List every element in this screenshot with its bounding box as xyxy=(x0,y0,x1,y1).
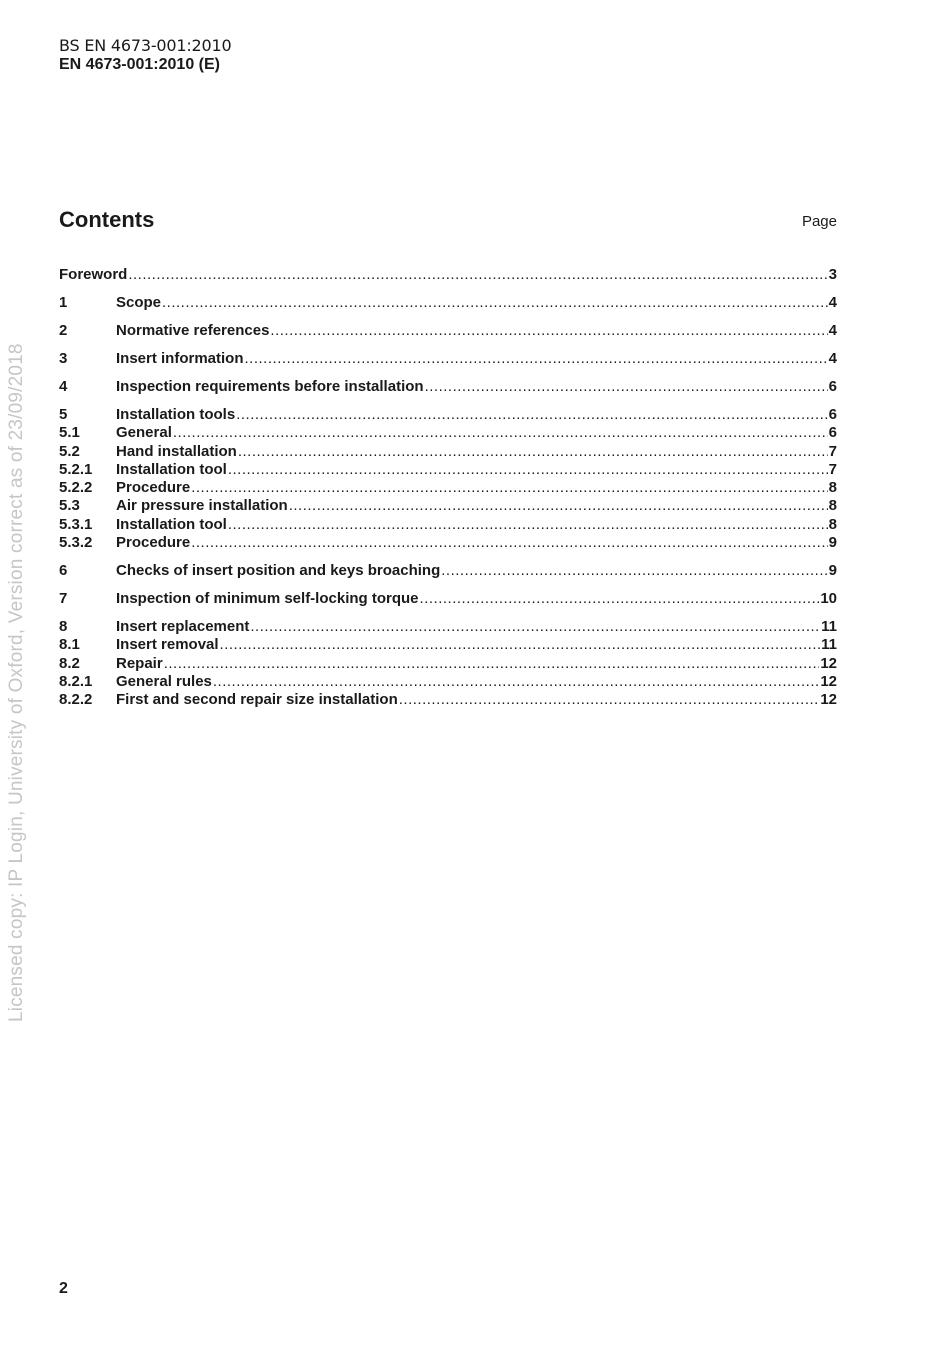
toc-leader xyxy=(250,618,820,636)
toc-number: 5.2 xyxy=(59,442,80,460)
toc-page: 4 xyxy=(828,349,837,367)
contents-title: Contents xyxy=(59,207,155,232)
toc-page: 8 xyxy=(828,479,837,497)
toc-leader xyxy=(425,378,828,396)
license-watermark: Licensed copy: IP Login, University of Oxford, Version correct as of 23/09/2018 xyxy=(6,343,27,1022)
toc-page: 7 xyxy=(828,460,837,478)
toc-leader xyxy=(220,636,821,654)
toc-entry[interactable] xyxy=(59,618,837,636)
toc-leader xyxy=(441,562,827,580)
toc-entry[interactable] xyxy=(59,497,837,515)
toc-leader xyxy=(289,497,828,515)
toc-page: 10 xyxy=(820,589,837,607)
toc-number: 8.2 xyxy=(59,654,80,672)
toc-number: 5.1 xyxy=(59,424,80,442)
toc-title: Installation tools xyxy=(116,405,236,423)
toc-page: 6 xyxy=(828,377,837,395)
toc-leader xyxy=(236,406,827,424)
toc-entry[interactable] xyxy=(59,655,837,673)
toc-leader xyxy=(399,691,820,709)
toc-entry[interactable] xyxy=(59,406,837,424)
toc-leader xyxy=(228,516,828,534)
toc-leader xyxy=(128,266,827,284)
toc-number: 8.2.1 xyxy=(59,672,93,690)
toc-title: Foreword xyxy=(59,266,128,283)
toc-number: 5 xyxy=(59,405,68,423)
toc-page: 4 xyxy=(828,293,837,311)
toc-title: Installation tool xyxy=(116,515,227,533)
toc-title: Normative references xyxy=(116,321,270,339)
toc-page: 12 xyxy=(820,691,837,709)
toc-number: 5.2.1 xyxy=(59,460,93,478)
toc-entry[interactable] xyxy=(59,534,837,552)
toc-entry[interactable] xyxy=(59,350,837,368)
document-id-english: EN 4673-001:2010 (E) xyxy=(59,56,220,73)
toc-entry[interactable] xyxy=(59,461,837,479)
toc-number: 1 xyxy=(59,293,68,311)
toc-number: 2 xyxy=(59,321,68,339)
toc-page: 8 xyxy=(828,515,837,533)
toc-page: 11 xyxy=(821,617,837,635)
toc-entry[interactable] xyxy=(59,443,837,461)
toc-page: 12 xyxy=(820,672,837,690)
toc-title: Insert removal xyxy=(116,636,219,654)
toc-number: 4 xyxy=(59,377,68,395)
toc-leader xyxy=(238,443,828,461)
toc-title: Hand installation xyxy=(116,442,237,460)
toc-entry[interactable] xyxy=(59,516,837,534)
toc-entry[interactable] xyxy=(59,562,837,580)
toc-page: 12 xyxy=(820,654,837,672)
toc-title: Procedure xyxy=(116,479,191,497)
toc-entry[interactable] xyxy=(59,691,837,709)
toc-page: 11 xyxy=(821,636,837,654)
toc-leader xyxy=(164,655,820,673)
page-number: 2 xyxy=(59,1280,68,1297)
table-of-contents xyxy=(59,266,837,709)
toc-entry[interactable] xyxy=(59,424,837,442)
toc-leader xyxy=(191,479,827,497)
toc-page: 7 xyxy=(828,442,837,460)
toc-title: General rules xyxy=(116,672,212,690)
toc-page: 9 xyxy=(828,534,837,551)
toc-page: 3 xyxy=(828,266,837,283)
toc-leader xyxy=(420,590,820,608)
toc-title: Checks of insert position and keys broaching xyxy=(116,561,441,579)
toc-leader xyxy=(173,424,828,442)
toc-entry[interactable] xyxy=(59,266,837,284)
toc-number: 5.2.2 xyxy=(59,479,93,497)
toc-number: 8.1 xyxy=(59,636,80,654)
toc-entry[interactable] xyxy=(59,479,837,497)
toc-entry[interactable] xyxy=(59,636,837,654)
toc-leader xyxy=(191,534,827,552)
toc-leader xyxy=(270,322,827,340)
toc-number: 5.3 xyxy=(59,497,80,515)
toc-entry[interactable] xyxy=(59,322,837,340)
toc-title: Insert information xyxy=(116,349,244,367)
toc-title: Installation tool xyxy=(116,460,227,478)
toc-entry[interactable] xyxy=(59,673,837,691)
toc-title: Insert replacement xyxy=(116,617,250,635)
toc-page: 6 xyxy=(828,424,837,442)
toc-number: 6 xyxy=(59,561,68,579)
toc-number: 3 xyxy=(59,349,68,367)
toc-title: First and second repair size installation xyxy=(116,691,398,709)
toc-leader xyxy=(213,673,819,691)
toc-number: 8.2.2 xyxy=(59,691,93,709)
toc-title: Inspection requirements before installation xyxy=(116,377,424,395)
toc-leader xyxy=(228,461,828,479)
toc-number: 5.3.2 xyxy=(59,534,93,551)
toc-number: 5.3.1 xyxy=(59,515,93,533)
toc-page: 4 xyxy=(828,321,837,339)
toc-number: 8 xyxy=(59,617,68,635)
page-column-label: Page xyxy=(801,213,837,230)
toc-page: 9 xyxy=(828,561,837,579)
toc-leader xyxy=(162,294,828,312)
toc-entry[interactable] xyxy=(59,378,837,396)
toc-leader xyxy=(245,350,828,368)
toc-title: Repair xyxy=(116,654,163,672)
toc-title: Air pressure installation xyxy=(116,497,288,515)
toc-page: 6 xyxy=(828,405,837,423)
toc-number: 7 xyxy=(59,589,68,607)
document-id: BS EN 4673-001:2010 xyxy=(59,36,232,55)
toc-title: General xyxy=(116,424,172,442)
toc-title: Scope xyxy=(116,293,162,311)
toc-title: Procedure xyxy=(116,534,191,551)
toc-entry[interactable] xyxy=(59,590,837,608)
toc-page: 8 xyxy=(828,497,837,515)
toc-title: Inspection of minimum self-locking torque xyxy=(116,589,419,607)
toc-entry[interactable] xyxy=(59,294,837,312)
